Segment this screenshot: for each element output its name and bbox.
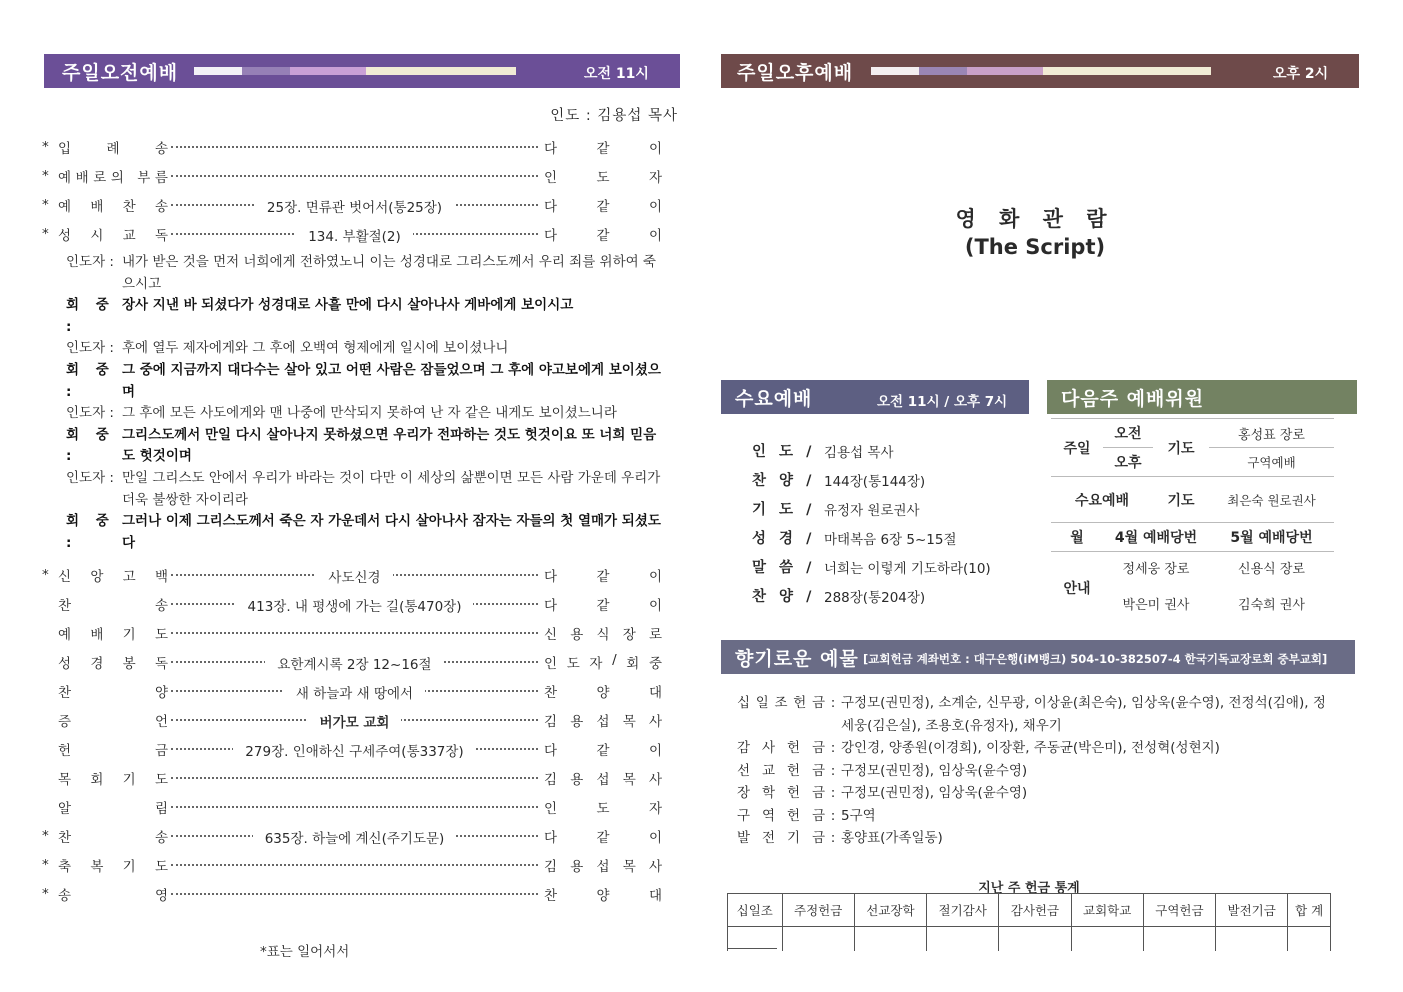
morning-header	[44, 54, 680, 88]
wednesday-key: 찬 양 /	[752, 589, 816, 605]
offering-row	[737, 760, 1337, 783]
responsive-role: 회 중 :	[66, 513, 115, 551]
order-label: 찬 양	[58, 684, 168, 701]
wednesday-value: 유정자 원로권사	[824, 502, 920, 519]
morning-time: 오전 11시	[584, 66, 649, 82]
responsive-role: 인도자 :	[66, 405, 114, 422]
duty-title: 다음주 예배위원	[1061, 387, 1205, 410]
stats-bottom-line	[727, 948, 777, 949]
wednesday-row	[730, 465, 1020, 494]
duty-may2: 김숙희 권사	[1238, 598, 1305, 613]
offering-value: 5구역	[841, 807, 876, 824]
wednesday-row	[730, 436, 1020, 465]
order-dots	[171, 632, 538, 634]
order-label: 찬 송	[58, 597, 168, 614]
offering-header	[721, 640, 1355, 674]
wednesday-value: 144장(통144장)	[824, 473, 926, 490]
wednesday-row	[730, 494, 1020, 523]
order-dots	[171, 864, 538, 866]
stats-cell	[1216, 927, 1288, 951]
movie-title-korean: 영 화 관 람	[955, 207, 1115, 231]
offering-account: [교회헌금 계좌번호 : 대구은행(iM뱅크) 504-10-382507-4 한국기독교장로회 중부교회]	[863, 652, 1328, 666]
wednesday-time: 오전 11시 / 오후 7시	[877, 394, 1008, 410]
offering-row	[737, 827, 1337, 850]
order-row	[44, 821, 680, 850]
stats-title: 지난 주 헌금 통계	[978, 881, 1080, 896]
duty-am-person: 홍성표 장로	[1209, 419, 1334, 448]
order-bottom	[44, 560, 680, 908]
order-person: 다 같 이	[544, 568, 662, 585]
order-row	[44, 763, 680, 792]
order-middle	[171, 682, 538, 702]
order-star: *	[42, 225, 49, 242]
wednesday-info	[730, 436, 1020, 610]
order-dots	[171, 806, 538, 808]
order-label: 송 영	[58, 887, 168, 904]
duty-wed-person: 최은숙 원로권사	[1209, 477, 1334, 523]
responsive-role: 회 중 :	[66, 361, 115, 400]
order-middle	[171, 196, 538, 216]
order-middle-text: 새 하늘과 새 땅에서	[284, 686, 425, 702]
duty-wed-prayer: 기도	[1153, 477, 1209, 523]
order-person: 다 같 이	[544, 742, 662, 759]
order-star: *	[42, 196, 49, 213]
order-person: 다 같 이	[544, 227, 662, 244]
afternoon-time: 오후 2시	[1273, 66, 1329, 82]
order-middle-text: 요한계시록 2장 12~16절	[265, 657, 443, 673]
morning-order	[44, 96, 680, 908]
duty-guide: 안내	[1051, 552, 1103, 624]
movie-title	[720, 205, 1350, 261]
offering-key: 장 학 헌 금	[737, 785, 825, 801]
order-middle-text: 279장. 인애하신 구세주여(통337장)	[233, 744, 475, 760]
offering-value: 강인경, 양종원(이경희), 이장환, 주동균(박은미), 전성혁(성현지)	[841, 740, 1220, 756]
order-middle	[171, 225, 538, 245]
order-label: 축 복 기 도	[58, 858, 168, 875]
order-dots	[171, 175, 538, 177]
offering-row	[737, 805, 1337, 828]
stats-header: 감사헌금	[999, 894, 1071, 927]
wednesday-key: 말 씀 /	[752, 560, 816, 576]
order-row	[44, 705, 680, 734]
order-label: 성 시 교 독	[58, 227, 168, 244]
order-person: 찬 양 대	[544, 887, 662, 904]
responsive-text: 만일 그리스도 안에서 우리가 바라는 것이 다만 이 세상의 삶뿐이면 모든 사람 가운데 우리가 더욱 불쌍한 자이리라	[122, 469, 661, 508]
order-row	[44, 647, 680, 676]
order-person: 인 도 자 / 회 중	[544, 651, 662, 672]
order-label: 목 회 기 도	[58, 771, 168, 788]
order-person: 다 같 이	[544, 140, 662, 157]
order-middle-text: 413장. 내 평생에 가는 길(통470장)	[236, 599, 474, 615]
duty-wed: 수요예배	[1051, 477, 1153, 523]
order-dots	[171, 777, 538, 779]
stats-cell	[1071, 927, 1143, 951]
order-label: 신 앙 고 백	[58, 568, 168, 585]
wednesday-key: 성 경 /	[752, 531, 816, 547]
duty-sunday: 주일	[1051, 419, 1103, 477]
order-row	[44, 190, 680, 219]
responsive-text: 그 중에 지금까지 대다수는 살아 있고 어떤 사람은 잠들었으며 그 후에 야고보에게 보이셨으며	[122, 361, 661, 400]
order-label: 증 언	[58, 713, 168, 730]
responsive-text: 장사 지낸 바 되셨다가 성경대로 사흘 만에 다시 살아나사 게바에게 보이시고	[122, 297, 574, 314]
morning-decor-strip	[194, 67, 516, 75]
order-person: 인 도 자	[544, 169, 662, 186]
responsive-text: 후에 열두 제자에게와 그 후에 오백여 형제에게 일시에 보이셨나니	[122, 340, 509, 357]
offering-value: 홍양표(가족일동)	[841, 830, 943, 846]
wednesday-header	[721, 380, 1029, 414]
offering-key: 감 사 헌 금	[737, 740, 825, 756]
order-star: *	[42, 138, 49, 155]
stats-header: 합 계	[1288, 894, 1331, 927]
stats-cell	[782, 927, 854, 951]
order-label: 예 배 찬 송	[58, 198, 168, 215]
order-star: *	[42, 827, 49, 844]
duty-may1: 신용식 장로	[1209, 552, 1334, 584]
stats-header: 십일조	[728, 894, 783, 927]
order-middle-text: 635장. 하늘에 계신(주기도문)	[253, 831, 457, 847]
order-row	[44, 850, 680, 879]
offering-row	[737, 692, 1337, 737]
offering-row	[737, 782, 1337, 805]
order-row	[44, 132, 680, 161]
duty-apr: 4월 예배당번	[1103, 523, 1209, 552]
order-person: 신 용 식 장 로	[544, 626, 662, 643]
stats-cell	[1288, 927, 1331, 951]
duty-table	[1051, 418, 1334, 624]
offering-row	[737, 737, 1337, 760]
order-middle-text: 사도신경	[316, 570, 392, 586]
stats-header: 발전기금	[1216, 894, 1288, 927]
duty-month: 월	[1051, 523, 1103, 552]
movie-title-english: (The Script)	[964, 235, 1106, 259]
responsive-line	[66, 252, 666, 295]
offering-colon: :	[830, 785, 836, 801]
order-person: 김 용 섭 목 사	[544, 771, 662, 788]
order-middle-text: 134. 부활절(2)	[296, 229, 413, 245]
order-person: 찬 양 대	[544, 684, 662, 701]
order-person: 다 같 이	[544, 829, 662, 846]
order-label: 예 배 로 의 부 름	[58, 169, 168, 186]
order-star: *	[42, 885, 49, 902]
responsive-role: 인도자 :	[66, 340, 114, 357]
order-middle-text: 버가모 교회	[308, 715, 402, 731]
morning-leader: 인도 : 김용섭 목사	[550, 108, 678, 124]
offering-key: 발 전 기 금	[737, 830, 825, 846]
stats-cell	[999, 927, 1071, 951]
order-label: 성 경 봉 독	[58, 655, 168, 672]
wednesday-value: 김용섭 목사	[824, 444, 894, 461]
wednesday-key: 기 도 /	[752, 502, 816, 518]
order-dots	[171, 146, 538, 148]
responsive-reading	[66, 252, 666, 554]
responsive-role: 인도자 :	[66, 254, 114, 270]
offering-colon: :	[830, 740, 836, 756]
offering-title: 향기로운 예물	[735, 647, 859, 670]
order-label: 입 례 송	[58, 140, 168, 157]
order-row	[44, 589, 680, 618]
wednesday-row	[730, 581, 1020, 610]
wednesday-value: 너희는 이렇게 기도하라(10)	[824, 560, 991, 577]
order-label: 예 배 기 도	[58, 626, 168, 643]
stats-cell	[854, 927, 926, 951]
stats-table	[727, 893, 1331, 951]
offering-key: 선 교 헌 금	[737, 762, 825, 779]
order-middle	[171, 827, 538, 847]
duty-apr1: 정세웅 장로	[1103, 552, 1209, 584]
stats-header: 주정헌금	[782, 894, 854, 927]
duty-header	[1047, 380, 1357, 414]
order-row	[44, 879, 680, 908]
order-person: 인 도 자	[544, 800, 662, 817]
wednesday-key: 인 도 /	[752, 444, 816, 460]
afternoon-header	[721, 54, 1359, 88]
responsive-text: 그리스도께서 만일 다시 살아나지 못하셨으면 우리가 전파하는 것도 헛것이요 또 너희 믿음도 헛것이며	[122, 426, 657, 465]
order-middle-text: 25장. 면류관 벗어서(통25장)	[255, 200, 454, 216]
responsive-role: 회 중 :	[66, 297, 115, 335]
order-row	[44, 792, 680, 821]
duty-am: 오전	[1103, 419, 1153, 448]
responsive-line	[66, 295, 666, 338]
order-person: 다 같 이	[544, 198, 662, 215]
responsive-line	[66, 403, 666, 425]
order-middle	[171, 653, 538, 673]
order-row	[44, 676, 680, 705]
responsive-line	[66, 360, 666, 403]
offering-value: 구정모(권민정), 소계순, 신무광, 이상윤(최은숙), 임상욱(윤수영), 전정석(김애), 정세웅(김은실), 조용호(유정자), 채우기	[841, 695, 1326, 734]
order-label: 찬 송	[58, 829, 168, 846]
duty-pm: 오후	[1103, 448, 1153, 477]
order-row	[44, 560, 680, 589]
stats-cell	[1143, 927, 1215, 951]
standing-footnote: *표는 일어서서	[260, 944, 350, 960]
responsive-line	[66, 425, 666, 468]
order-label: 알 림	[58, 800, 168, 817]
wednesday-row	[730, 523, 1020, 552]
wednesday-title: 수요예배	[735, 387, 813, 410]
duty-apr2: 박은미 권사	[1122, 598, 1190, 613]
order-row	[44, 618, 680, 647]
offering-colon: :	[830, 807, 836, 824]
stats-header: 교회학교	[1071, 894, 1143, 927]
duty-prayer: 기도	[1153, 419, 1209, 477]
stats-header: 절기감사	[927, 894, 999, 927]
responsive-text: 내가 받은 것을 먼저 너희에게 전하였노니 이는 성경대로 그리스도께서 우리 죄를 위하여 죽으시고	[122, 254, 657, 292]
responsive-text: 그러나 이제 그리스도께서 죽은 자 가운데서 다시 살아나사 잠자는 자들의 첫 열매가 되셨도다	[122, 513, 661, 551]
order-dots	[171, 893, 538, 895]
responsive-text: 그 후에 모든 사도에게와 맨 나중에 만삭되지 못하여 난 자 같은 내게도 보이셨느니라	[122, 405, 617, 422]
order-person: 김 용 섭 목 사	[544, 713, 662, 730]
order-row	[44, 734, 680, 763]
order-middle	[171, 711, 538, 731]
order-label: 헌 금	[58, 742, 168, 759]
offering-key: 십 일 조 헌 금	[737, 695, 825, 711]
responsive-role: 인도자 :	[66, 469, 114, 486]
order-row	[44, 219, 680, 248]
order-star: *	[42, 856, 49, 873]
responsive-line	[66, 338, 666, 360]
order-star: *	[42, 167, 49, 184]
order-middle	[171, 595, 538, 615]
wednesday-value: 마태복음 6장 5~15절	[824, 531, 957, 548]
duty-may: 5월 예배당번	[1209, 523, 1334, 552]
offering-key: 구 역 헌 금	[737, 807, 825, 824]
order-middle	[171, 740, 538, 760]
order-middle	[171, 566, 538, 586]
wednesday-value: 288장(통204장)	[824, 589, 926, 606]
order-person: 김 용 섭 목 사	[544, 858, 662, 875]
offering-value: 구정모(권민정), 임상욱(윤수영)	[841, 785, 1028, 801]
order-row	[44, 161, 680, 190]
wednesday-row	[730, 552, 1020, 581]
offering-list	[737, 692, 1337, 850]
responsive-role: 회 중 :	[66, 426, 115, 465]
stats-header: 선교장학	[854, 894, 926, 927]
offering-colon: :	[830, 695, 836, 711]
responsive-line	[66, 511, 666, 554]
order-top	[44, 132, 680, 248]
stats-header: 구역헌금	[1143, 894, 1215, 927]
wednesday-key: 찬 양 /	[752, 473, 816, 489]
order-star: *	[42, 566, 49, 583]
duty-pm-person: 구역예배	[1209, 448, 1334, 477]
afternoon-title: 주일오후예배	[737, 61, 854, 84]
morning-title: 주일오전예배	[62, 61, 179, 84]
responsive-line	[66, 468, 666, 511]
offering-colon: :	[830, 830, 836, 846]
offering-colon: :	[830, 762, 836, 779]
afternoon-decor-strip	[871, 67, 1211, 75]
stats-cell	[927, 927, 999, 951]
order-person: 다 같 이	[544, 597, 662, 614]
offering-value: 구정모(권민정), 임상욱(윤수영)	[841, 762, 1028, 779]
stats-cell	[728, 927, 783, 951]
